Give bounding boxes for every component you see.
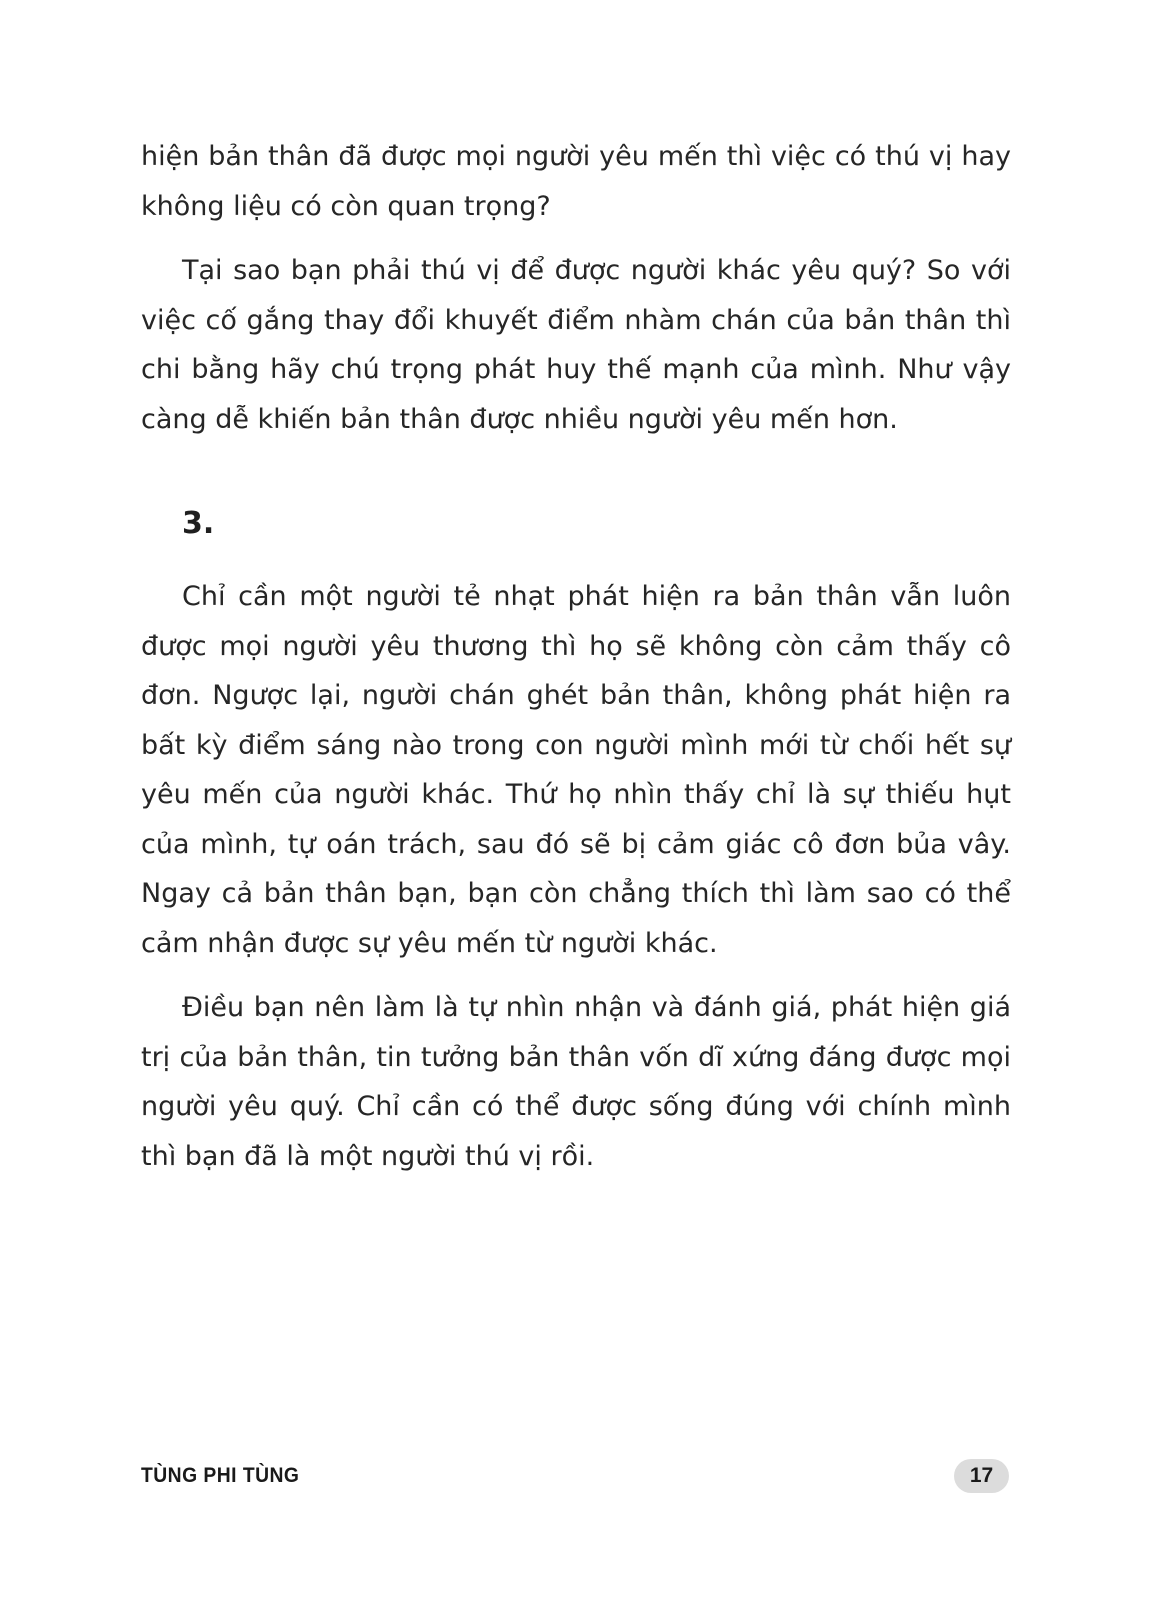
paragraph: Tại sao bạn phải thú vị để được người khác yêu quý? So với việc cố gắng thay đổi khuyết điểm nhàm chán của bản thân thì chi bằng hãy chú trọng phát huy thế mạnh của mình. Như vậy càng dễ khiến bản thân được nhiều người yêu mến hơn. [141,255,1011,435]
section-heading: 3. [182,506,215,541]
paragraph: Chỉ cần một người tẻ nhạt phát hiện ra bản thân vẫn luôn được mọi người yêu thương thì họ sẽ không còn cảm thấy cô đơn. Ngược lại, người chán ghét bản thân, không phát hiện ra bất kỳ điểm sáng nào trong con người mình mới từ chối hết sự yêu mến của người khác. Thứ họ nhìn thấy chỉ là sự thiếu hụt của mình, tự oán trách, sau đó sẽ bị cảm giác cô đơn bủa vây. Ngay cả bản thân bạn, bạn còn chẳng thích thì làm sao có thể cảm nhận được sự yêu mến từ người khác. [141,581,1011,959]
page-number: 17 [969,1464,994,1487]
page-number-badge [954,1459,1009,1493]
paragraph: Điều bạn nên làm là tự nhìn nhận và đánh giá, phát hiện giá trị của bản thân, tin tưởng bản thân vốn dĩ xứng đáng được mọi người yêu quý. Chỉ cần có thể được sống đúng với chính mình thì bạn đã là một người thú vị rồi. [141,992,1011,1172]
paragraph-continued: hiện bản thân đã được mọi người yêu mến thì việc có thú vị hay không liệu có còn quan trọng? [141,141,1011,222]
footer-author: TÙNG PHI TÙNG [141,1464,300,1487]
page-body [141,132,1011,1181]
